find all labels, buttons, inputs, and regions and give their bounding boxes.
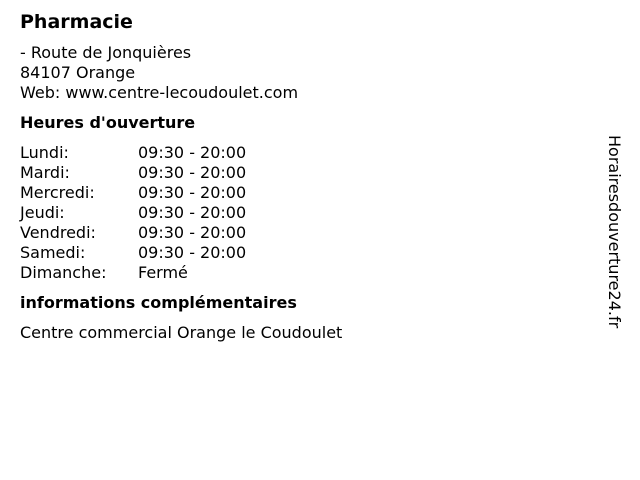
hours-value: 09:30 - 20:00 xyxy=(138,243,247,262)
hours-value: 09:30 - 20:00 xyxy=(138,183,247,202)
opening-hours-heading: Heures d'ouverture xyxy=(20,113,196,132)
brand-watermark: Horairesdouverture24.fr xyxy=(605,135,624,329)
address-block xyxy=(20,43,580,103)
hours-row-monday xyxy=(20,143,580,163)
additional-info-text: Centre commercial Orange le Coudoulet xyxy=(20,323,343,342)
content xyxy=(20,10,580,343)
hours-row-friday xyxy=(20,223,580,243)
hours-day: Vendredi: xyxy=(20,223,96,242)
hours-value: 09:30 - 20:00 xyxy=(138,223,247,242)
additional-info-heading: informations complémentaires xyxy=(20,293,297,312)
address-web: Web: www.centre-lecoudoulet.com xyxy=(20,83,299,102)
hours-day: Mardi: xyxy=(20,163,70,182)
hours-value: 09:30 - 20:00 xyxy=(138,163,247,182)
hours-day: Dimanche: xyxy=(20,263,107,282)
hours-value: Fermé xyxy=(138,263,188,282)
address-street: - Route de Jonquières xyxy=(20,43,192,62)
address-city: 84107 Orange xyxy=(20,63,136,82)
hours-day: Samedi: xyxy=(20,243,86,262)
hours-day: Lundi: xyxy=(20,143,69,162)
hours-row-sunday xyxy=(20,263,580,283)
hours-row-wednesday xyxy=(20,183,580,203)
hours-day: Jeudi: xyxy=(20,203,65,222)
page-title: Pharmacie xyxy=(20,11,133,33)
hours-row-saturday xyxy=(20,243,580,263)
hours-row-thursday xyxy=(20,203,580,223)
opening-hours-list xyxy=(20,143,580,283)
hours-value: 09:30 - 20:00 xyxy=(138,143,247,162)
hours-day: Mercredi: xyxy=(20,183,95,202)
hours-row-tuesday xyxy=(20,163,580,183)
hours-value: 09:30 - 20:00 xyxy=(138,203,247,222)
